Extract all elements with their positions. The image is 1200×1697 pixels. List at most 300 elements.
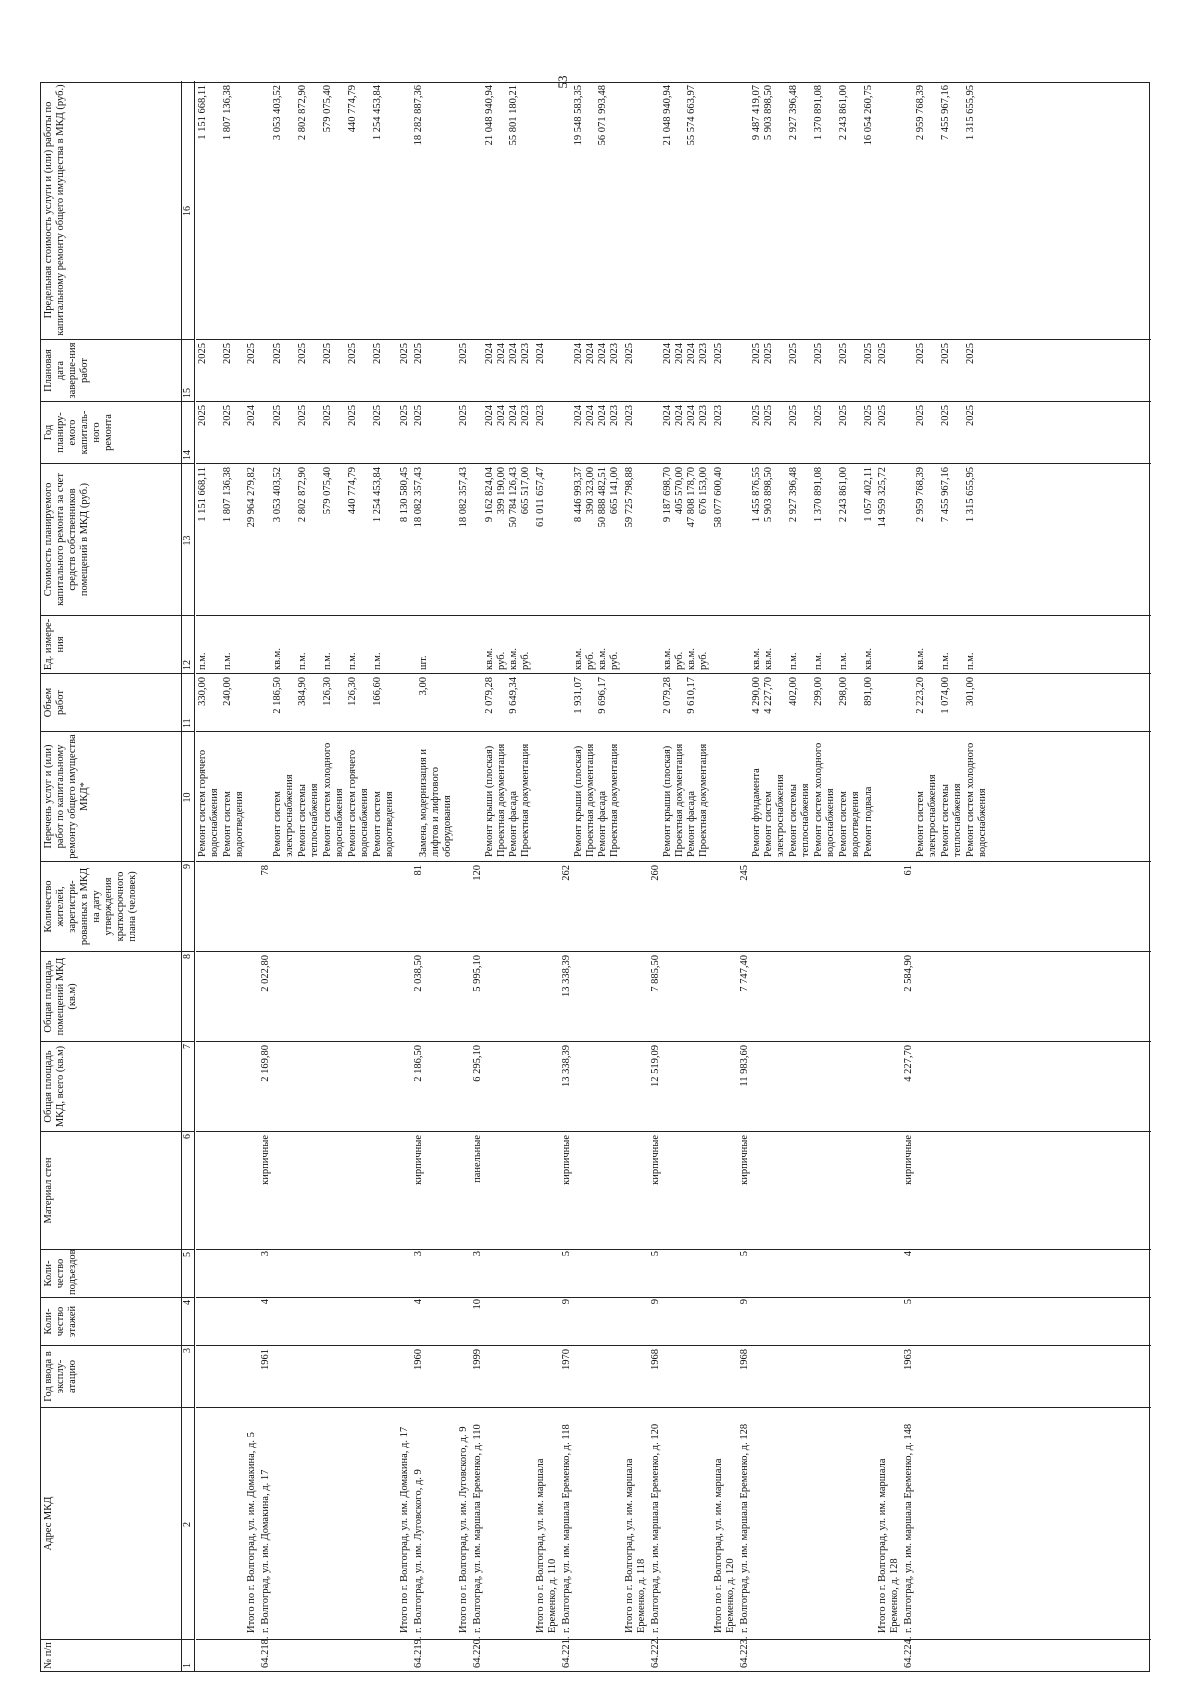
planned-cost: 2 927 396,48	[788, 467, 799, 523]
unit: п.м.	[940, 652, 951, 670]
completion-year: 2025	[624, 343, 635, 364]
unit: п.м.	[347, 652, 358, 670]
repair-year: 2025	[788, 405, 799, 426]
planned-cost: 50 784 126,43	[508, 467, 519, 528]
work-type: Ремонт систем водоотведения	[222, 791, 245, 857]
unit: руб.	[609, 651, 620, 670]
header-cell: Ед. измере-ния	[41, 615, 181, 673]
col-number: 4	[181, 1297, 195, 1345]
header-cell: Объем работ	[41, 673, 181, 731]
completion-year: 2025	[297, 343, 308, 364]
cost-limit: 440 774,79	[347, 85, 358, 133]
unit: п.м.	[838, 652, 849, 670]
commission-year: 1970	[561, 1349, 572, 1370]
completion-year: 2024	[585, 343, 596, 364]
cost-limit: 18 282 887,36	[413, 85, 424, 146]
completion-year: 2023	[609, 343, 620, 364]
work-type: Проектная документация	[698, 743, 709, 857]
repair-year: 2025	[877, 405, 888, 426]
header-cell: Коли-чество подъездов	[41, 1249, 181, 1297]
work-volume: 126,30	[347, 677, 358, 706]
col-number: 11	[181, 673, 195, 731]
completion-year: 2025	[751, 343, 762, 364]
planned-cost: 5 903 898,50	[763, 467, 774, 523]
total-area: 13 338,39	[561, 1045, 572, 1087]
planned-cost: 1 807 136,38	[222, 467, 233, 523]
work-type: Ремонт систем водоотведения	[372, 791, 395, 857]
repair-year: 2025	[272, 405, 283, 426]
planned-cost: 440 774,79	[347, 467, 358, 515]
header-cell: Перечень услуг и (или) работ по капитальному ремонту общего имущества МКД*	[41, 731, 181, 861]
address: Итого по г. Волгоград, ул. им. Домакина, д. 5	[246, 1432, 257, 1633]
cost-limit: 9 487 419,07	[751, 85, 762, 141]
repair-year: 2024	[496, 405, 507, 426]
repair-year: 2025	[399, 405, 410, 426]
work-type: Проектная документация	[674, 743, 685, 857]
repair-year: 2023	[624, 405, 635, 426]
repair-year: 2023	[535, 405, 546, 426]
work-type: Замена, модернизация и лифтов и лифтового оборудования	[418, 749, 453, 857]
unit: кв.м.	[573, 648, 584, 670]
header-cell: Материал стен	[41, 1131, 181, 1249]
planned-cost: 665 141,00	[609, 467, 620, 515]
work-type: Ремонт крыши (плоская)	[573, 745, 584, 857]
planned-cost: 1 057 402,11	[863, 467, 874, 522]
col-number: 6	[181, 1131, 195, 1249]
address: г. Волгоград, ул. им. маршала Еременко, д. 118	[561, 1424, 572, 1633]
premises-area: 2 584,90	[903, 955, 914, 992]
work-type: Ремонт фундамента	[751, 768, 762, 857]
address: г. Волгоград, ул. им. маршала Еременко, д. 128	[739, 1423, 750, 1633]
planned-cost: 2 243 861,00	[838, 467, 849, 523]
planned-cost: 665 517,00	[520, 467, 531, 515]
work-volume: 330,00	[197, 677, 208, 706]
planned-cost: 3 053 403,52	[272, 467, 283, 523]
planned-cost: 579 075,40	[322, 467, 333, 515]
repair-year: 2025	[297, 405, 308, 426]
work-type: Ремонт системы теплоснабжения	[297, 783, 320, 857]
work-volume: 9 649,34	[508, 677, 519, 714]
cost-limit: 2 927 396,48	[788, 85, 799, 141]
completion-year: 2025	[813, 343, 824, 364]
premises-area: 5 995,10	[472, 955, 483, 992]
row-number: 64.219.	[413, 1636, 424, 1668]
planned-cost: 390 323,00	[585, 467, 596, 515]
column-divider	[196, 951, 1151, 952]
column-divider	[196, 673, 1151, 674]
header-cell: Общая площадь МКД, всего (кв.м)	[41, 1041, 181, 1131]
work-volume: 891,00	[863, 677, 874, 706]
work-type: Ремонт систем холодного водоснабжения	[813, 742, 836, 857]
work-volume: 2 186,50	[272, 677, 283, 714]
repair-year: 2023	[609, 405, 620, 426]
repair-year: 2025	[372, 405, 383, 426]
premises-area: 7 885,50	[650, 955, 661, 992]
completion-year: 2024	[674, 343, 685, 364]
unit: кв.м.	[597, 648, 608, 670]
repair-year: 2024	[597, 405, 608, 426]
work-volume: 126,30	[322, 677, 333, 706]
cost-limit: 7 455 967,16	[940, 85, 951, 141]
floors: 9	[561, 1299, 572, 1305]
commission-year: 1968	[650, 1349, 661, 1370]
work-volume: 384,90	[297, 677, 308, 706]
repair-year: 2025	[965, 405, 976, 426]
floors: 4	[260, 1299, 271, 1305]
col-number: 15	[181, 339, 195, 401]
planned-cost: 1 254 453,84	[372, 467, 383, 523]
work-volume: 3,00	[418, 677, 429, 696]
row-number: 64.223.	[739, 1636, 750, 1668]
cost-limit: 2 802 872,90	[297, 85, 308, 141]
address: Итого по г. Волгоград, ул. им. маршала Еременко, д. 128	[877, 1458, 900, 1633]
entrances: 3	[260, 1251, 271, 1257]
repair-year: 2024	[573, 405, 584, 426]
repair-year: 2025	[915, 405, 926, 426]
column-divider	[196, 463, 1151, 464]
work-type: Ремонт фасада	[508, 790, 519, 857]
unit: руб.	[698, 651, 709, 670]
unit: кв.м.	[863, 648, 874, 670]
planned-cost: 9 187 698,70	[662, 467, 673, 523]
row-number: 64.220.	[472, 1636, 483, 1668]
entrances: 5	[650, 1251, 661, 1257]
planned-cost: 9 162 824,04	[484, 467, 495, 523]
wall-material: кирпичные	[739, 1135, 750, 1185]
total-area: 6 295,10	[472, 1045, 483, 1082]
repair-year: 2024	[662, 405, 673, 426]
unit: п.м.	[222, 652, 233, 670]
total-area: 11 983,60	[739, 1045, 750, 1087]
completion-year: 2025	[372, 343, 383, 364]
completion-year: 2024	[508, 343, 519, 364]
repair-year: 2024	[246, 405, 257, 426]
column-divider	[196, 861, 1151, 862]
work-type: Ремонт крыши (плоская)	[484, 745, 495, 857]
total-area: 2 186,50	[413, 1045, 424, 1082]
work-type: Ремонт систем электроснабжения	[763, 774, 786, 857]
planned-cost: 50 888 482,51	[597, 467, 608, 528]
address: г. Волгоград, ул. им. Луговского, д. 9	[413, 1469, 424, 1633]
commission-year: 1968	[739, 1349, 750, 1370]
column-divider	[196, 1345, 1151, 1346]
cost-limit: 5 903 898,50	[763, 85, 774, 141]
header-cell: № п/п	[41, 1639, 181, 1671]
cost-limit: 21 048 940,94	[662, 85, 673, 146]
residents: 245	[739, 865, 750, 881]
completion-year: 2025	[322, 343, 333, 364]
completion-year: 2024	[484, 343, 495, 364]
work-volume: 9 696,17	[597, 677, 608, 714]
col-number: 16	[181, 81, 195, 339]
work-volume: 2 223,20	[915, 677, 926, 714]
unit: руб.	[674, 651, 685, 670]
address: г. Волгоград, ул. им. маршала Еременко, д. 148	[903, 1423, 914, 1633]
repair-year: 2024	[484, 405, 495, 426]
cost-limit: 579 075,40	[322, 85, 333, 133]
unit: кв.м.	[272, 648, 283, 670]
work-type: Ремонт систем электроснабжения	[272, 774, 295, 857]
header-cell: Общая площадь помещений МКД (кв.м)	[41, 951, 181, 1041]
completion-year: 2025	[399, 343, 410, 364]
work-type: Ремонт систем электроснабжения	[915, 774, 938, 857]
col-number: 10	[181, 731, 195, 861]
work-type: Проектная документация	[520, 743, 531, 857]
premises-area: 2 038,50	[413, 955, 424, 992]
completion-year: 2024	[662, 343, 673, 364]
col-number: 9	[181, 861, 195, 951]
unit: руб.	[585, 651, 596, 670]
header-cell: Адрес МКД	[41, 1407, 181, 1639]
total-area: 12 519,09	[650, 1045, 661, 1087]
commission-year: 1961	[260, 1349, 271, 1370]
completion-year: 2024	[573, 343, 584, 364]
cost-limit: 1 151 668,11	[197, 85, 208, 140]
completion-year: 2025	[413, 343, 424, 364]
completion-year: 2023	[520, 343, 531, 364]
repair-year: 2024	[585, 405, 596, 426]
cost-limit: 1 370 891,08	[813, 85, 824, 141]
planned-cost: 18 082 357,43	[458, 467, 469, 528]
commission-year: 1963	[903, 1349, 914, 1370]
repair-year: 2025	[940, 405, 951, 426]
column-divider	[196, 1407, 1151, 1408]
repair-year: 2024	[508, 405, 519, 426]
column-divider	[196, 1639, 1151, 1640]
total-area: 2 169,80	[260, 1045, 271, 1082]
planned-cost: 399 190,00	[496, 467, 507, 515]
work-volume: 4 290,00	[751, 677, 762, 714]
wall-material: кирпичные	[650, 1135, 661, 1185]
premises-area: 2 022,80	[260, 955, 271, 992]
residents: 120	[472, 865, 483, 881]
column-divider	[196, 1297, 1151, 1298]
work-volume: 299,00	[813, 677, 824, 706]
work-type: Ремонт фасада	[597, 790, 608, 857]
entrances: 5	[561, 1251, 572, 1257]
planned-cost: 8 130 580,45	[399, 467, 410, 523]
repair-year: 2025	[458, 405, 469, 426]
work-type: Ремонт системы теплоснабжения	[940, 783, 963, 857]
planned-cost: 2 802 872,90	[297, 467, 308, 523]
residents: 81	[413, 865, 424, 876]
work-volume: 1 931,07	[573, 677, 584, 714]
address: Итого по г. Волгоград, ул. им. Луговского, д. 9	[458, 1426, 469, 1633]
completion-year: 2024	[597, 343, 608, 364]
completion-year: 2025	[272, 343, 283, 364]
work-volume: 301,00	[965, 677, 976, 706]
address: г. Волгоград, ул. им. маршала Еременко, д. 110	[472, 1424, 483, 1633]
completion-year: 2025	[863, 343, 874, 364]
row-number: 64.221.	[561, 1636, 572, 1668]
work-volume: 1 074,00	[940, 677, 951, 714]
cost-limit: 21 048 940,94	[484, 85, 495, 146]
address: г. Волгоград, ул. им. маршала Еременко, д. 120	[650, 1423, 661, 1633]
planned-cost: 2 959 768,39	[915, 467, 926, 523]
cost-limit: 16 054 260,75	[863, 85, 874, 146]
work-type: Проектная документация	[585, 743, 596, 857]
wall-material: кирпичные	[903, 1135, 914, 1185]
work-type: Ремонт подвала	[863, 786, 874, 857]
planned-cost: 1 455 876,55	[751, 467, 762, 523]
floors: 9	[650, 1299, 661, 1305]
unit: п.м.	[788, 652, 799, 670]
cost-limit: 1 315 655,95	[965, 85, 976, 141]
column-divider	[196, 615, 1151, 616]
commission-year: 1960	[413, 1349, 424, 1370]
work-volume: 240,00	[222, 677, 233, 706]
planned-cost: 59 725 798,88	[624, 467, 635, 528]
repair-year: 2025	[347, 405, 358, 426]
repair-year: 2025	[222, 405, 233, 426]
wall-material: панельные	[472, 1135, 483, 1183]
completion-year: 2024	[535, 343, 546, 364]
repair-year: 2025	[813, 405, 824, 426]
cost-limit: 3 053 403,52	[272, 85, 283, 141]
col-number: 7	[181, 1041, 195, 1131]
repair-year: 2025	[763, 405, 774, 426]
completion-year: 2024	[686, 343, 697, 364]
unit: кв.м.	[915, 648, 926, 670]
repair-year: 2024	[686, 405, 697, 426]
residents: 260	[650, 865, 661, 881]
commission-year: 1999	[472, 1349, 483, 1370]
header-cell: Количество жителей, зарегистри-рованных в МКД на дату утверждения краткосрочного плана (человек)	[41, 861, 181, 951]
completion-year: 2025	[222, 343, 233, 364]
table-body	[196, 81, 1151, 1671]
column-divider	[196, 731, 1151, 732]
cost-limit: 56 071 993,48	[597, 85, 608, 146]
completion-year: 2025	[458, 343, 469, 364]
residents: 262	[561, 865, 572, 881]
repair-year: 2025	[838, 405, 849, 426]
completion-year: 2025	[246, 343, 257, 364]
unit: кв.м.	[662, 648, 673, 670]
completion-year: 2025	[915, 343, 926, 364]
cost-limit: 55 574 663,97	[686, 85, 697, 146]
completion-year: 2024	[496, 343, 507, 364]
unit: п.м.	[197, 652, 208, 670]
column-divider	[196, 339, 1151, 340]
column-divider	[196, 1131, 1151, 1132]
address: Итого по г. Волгоград, ул. им. маршала Еременко, д. 110	[535, 1458, 558, 1633]
completion-year: 2025	[763, 343, 774, 364]
planned-cost: 61 011 657,47	[535, 467, 546, 527]
work-type: Ремонт системы теплоснабжения	[788, 783, 811, 857]
unit: кв.м.	[686, 648, 697, 670]
completion-year: 2025	[713, 343, 724, 364]
unit: п.м.	[813, 652, 824, 670]
capital-repair-table	[40, 82, 1150, 1672]
wall-material: кирпичные	[413, 1135, 424, 1185]
unit: кв.м.	[484, 648, 495, 670]
repair-year: 2025	[751, 405, 762, 426]
page-number: 53	[555, 75, 570, 89]
unit: кв.м.	[751, 648, 762, 670]
cost-limit: 1 254 453,84	[372, 85, 383, 141]
wall-material: кирпичные	[561, 1135, 572, 1185]
floors: 4	[413, 1299, 424, 1305]
header-cell: Год планиру-емого капиталь-ного ремонта	[41, 401, 181, 463]
work-type: Ремонт систем горячего водоснабжения	[347, 749, 370, 857]
work-volume: 9 610,17	[686, 677, 697, 714]
planned-cost: 18 082 357,43	[413, 467, 424, 528]
residents: 61	[903, 865, 914, 876]
header-cell: Год ввода в эксплу-атацию	[41, 1345, 181, 1407]
unit: п.м.	[965, 652, 976, 670]
completion-year: 2025	[838, 343, 849, 364]
floors: 5	[903, 1299, 914, 1305]
premises-area: 13 338,39	[561, 955, 572, 997]
planned-cost: 1 315 655,95	[965, 467, 976, 523]
work-type: Ремонт систем холодного водоснабжения	[965, 742, 988, 857]
col-number: 2	[181, 1407, 195, 1639]
repair-year: 2025	[863, 405, 874, 426]
planned-cost: 8 446 993,37	[573, 467, 584, 523]
row-number: 64.224.	[903, 1636, 914, 1668]
completion-year: 2025	[965, 343, 976, 364]
col-number: 13	[181, 463, 195, 615]
work-type: Ремонт крыши (плоская)	[662, 745, 673, 857]
address: Итого по г. Волгоград, ул. им. Домакина, д. 17	[399, 1426, 410, 1633]
completion-year: 2023	[698, 343, 709, 364]
work-type: Проектная документация	[609, 743, 620, 857]
residents: 78	[260, 865, 271, 876]
completion-year: 2025	[940, 343, 951, 364]
repair-year: 2024	[674, 405, 685, 426]
cost-limit: 2 959 768,39	[915, 85, 926, 141]
repair-year: 2023	[520, 405, 531, 426]
unit: кв.м.	[508, 648, 519, 670]
repair-year: 2023	[698, 405, 709, 426]
wall-material: кирпичные	[260, 1135, 271, 1185]
col-number: 3	[181, 1345, 195, 1407]
repair-year: 2023	[713, 405, 724, 426]
floors: 9	[739, 1299, 750, 1305]
work-volume: 4 227,70	[763, 677, 774, 714]
col-number: 5	[181, 1249, 195, 1297]
completion-year: 2025	[197, 343, 208, 364]
col-number: 8	[181, 951, 195, 1041]
row-number: 64.222.	[650, 1636, 661, 1668]
unit: руб.	[520, 651, 531, 670]
completion-year: 2025	[347, 343, 358, 364]
entrances: 3	[413, 1251, 424, 1257]
header-cell: Плановая дата заверше-ния работ	[41, 339, 181, 401]
planned-cost: 1 370 891,08	[813, 467, 824, 523]
planned-cost: 58 077 600,40	[713, 467, 724, 528]
planned-cost: 29 964 279,82	[246, 467, 257, 528]
column-divider	[196, 1041, 1151, 1042]
cost-limit: 2 243 861,00	[838, 85, 849, 141]
work-volume: 298,00	[838, 677, 849, 706]
repair-year: 2025	[322, 405, 333, 426]
address: Итого по г. Волгоград, ул. им. маршала Еременко, д. 120	[713, 1458, 736, 1633]
col-number: 1	[181, 1639, 195, 1671]
planned-cost: 14 959 325,72	[877, 467, 888, 528]
repair-year: 2025	[413, 405, 424, 426]
premises-area: 7 747,40	[739, 955, 750, 992]
work-volume: 402,00	[788, 677, 799, 706]
work-type: Проектная документация	[496, 743, 507, 857]
entrances: 4	[903, 1251, 914, 1257]
work-type: Ремонт систем горячего водоснабжения	[197, 749, 220, 857]
completion-year: 2025	[877, 343, 888, 364]
cost-limit: 1 807 136,38	[222, 85, 233, 141]
work-volume: 2 079,28	[662, 677, 673, 714]
unit: руб.	[496, 651, 507, 670]
unit: кв.м.	[763, 648, 774, 670]
